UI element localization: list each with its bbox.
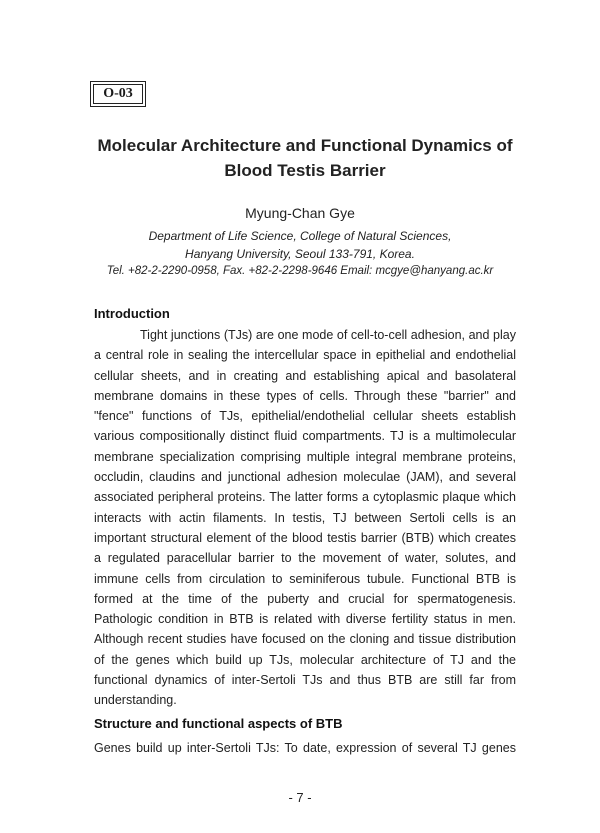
affiliation-line-2: Hanyang University, Seoul 133-791, Korea. xyxy=(185,247,415,261)
title-line-1: Molecular Architecture and Functional Dynamics of xyxy=(97,136,513,155)
abstract-code: O-03 xyxy=(93,84,143,104)
introduction-paragraph: Tight junctions (TJs) are one mode of cell-to-cell adhesion, and play a central role in sealing the intercellular space in epithelial and endothelial cellular sheets, and in creating and establishing apical and basolateral membrane domains in these types of cells. Through these "barrier" and "fence" functions of TJs, epithelial/endothelial cellular sheets establish various compositionally distinct fluid compartments. TJ is a multimolecular membrane specialization comprising multiple integral membrane proteins, occludin, claudins and junctional adhesion moleculae (JAM), and several associated peripheral proteins. The latter forms a cytoplasmic plaque which interacts with actin filaments. In testis, TJ between Sertoli cells is an important structural element of the blood testis barrier (BTB) which creates a regulated paracellular barrier to the movement of water, solutes, and immune cells from circulation to seminiferous tubule. Functional BTB is formed at the time of the puberty and crucial for spermatogenesis. Pathologic condition in BTB is related with diverse fertility status in men. Although recent studies have focused on the cloning and tissue distribution of the genes which build up TJs, molecular architecture of TJ and the functional dynamics of inter-Sertoli TJs and thus BTB are still far from understanding. xyxy=(94,328,516,708)
abstract-code-box xyxy=(90,81,146,107)
author-name: Myung-Chan Gye xyxy=(245,205,355,221)
title-line-2: Blood Testis Barrier xyxy=(224,161,386,180)
paper-title xyxy=(60,133,550,183)
section-heading-structure: Structure and functional aspects of BTB xyxy=(94,716,343,731)
section-heading-introduction: Introduction xyxy=(94,306,170,321)
contact-line: Tel. +82-2-2290-0958, Fax. +82-2-2298-9646 Email: mcgye@hanyang.ac.kr xyxy=(106,265,494,277)
page-number: - 7 - xyxy=(288,790,312,805)
affiliation-line-1: Department of Life Science, College of Natural Sciences, xyxy=(148,229,452,243)
section-2-text: Genes build up inter-Sertoli TJs: To date, expression of several TJ genes xyxy=(94,741,516,755)
